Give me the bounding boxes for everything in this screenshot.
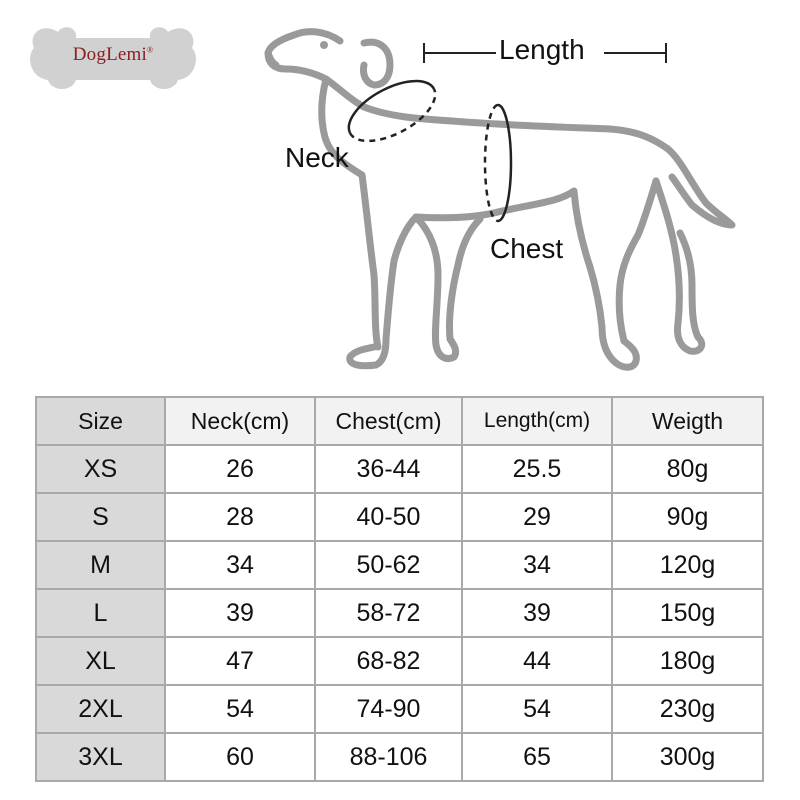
chest-cell: 50-62 [315, 541, 462, 589]
header-length: Length(cm) [462, 397, 612, 445]
size-cell: XS [36, 445, 165, 493]
neck-label: Neck [285, 142, 349, 173]
chest-cell: 40-50 [315, 493, 462, 541]
length-cell: 29 [462, 493, 612, 541]
brand-name: DogLemi® [72, 44, 154, 65]
table-row [36, 733, 763, 781]
weight-cell: 150g [612, 589, 763, 637]
header-weight: Weigth [612, 397, 763, 445]
length-cell: 39 [462, 589, 612, 637]
table-row [36, 541, 763, 589]
table-row [36, 685, 763, 733]
table-row [36, 445, 763, 493]
size-cell: XL [36, 637, 165, 685]
weight-cell: 80g [612, 445, 763, 493]
weight-cell: 180g [612, 637, 763, 685]
neck-cell: 34 [165, 541, 315, 589]
size-cell: 3XL [36, 733, 165, 781]
size-cell: L [36, 589, 165, 637]
length-cell: 34 [462, 541, 612, 589]
weight-cell: 120g [612, 541, 763, 589]
neck-cell: 60 [165, 733, 315, 781]
table-row [36, 589, 763, 637]
header-chest: Chest(cm) [315, 397, 462, 445]
neck-cell: 54 [165, 685, 315, 733]
size-chart-table [35, 396, 764, 782]
neck-cell: 26 [165, 445, 315, 493]
neck-cell: 39 [165, 589, 315, 637]
chest-cell: 58-72 [315, 589, 462, 637]
brand-logo [28, 20, 198, 96]
table-row [36, 493, 763, 541]
size-cell: S [36, 493, 165, 541]
table-row [36, 637, 763, 685]
chest-cell: 88-106 [315, 733, 462, 781]
header-neck: Neck(cm) [165, 397, 315, 445]
weight-cell: 300g [612, 733, 763, 781]
neck-cell: 47 [165, 637, 315, 685]
size-cell: 2XL [36, 685, 165, 733]
chest-cell: 74-90 [315, 685, 462, 733]
weight-cell: 230g [612, 685, 763, 733]
length-cell: 25.5 [462, 445, 612, 493]
dog-measurement-diagram [240, 5, 780, 390]
size-cell: M [36, 541, 165, 589]
header-size: Size [36, 397, 165, 445]
chest-label: Chest [490, 233, 564, 264]
neck-cell: 28 [165, 493, 315, 541]
weight-cell: 90g [612, 493, 763, 541]
table-header [36, 397, 763, 445]
length-label: Length [499, 34, 585, 65]
length-cell: 54 [462, 685, 612, 733]
length-cell: 44 [462, 637, 612, 685]
length-cell: 65 [462, 733, 612, 781]
chest-cell: 68-82 [315, 637, 462, 685]
chest-cell: 36-44 [315, 445, 462, 493]
